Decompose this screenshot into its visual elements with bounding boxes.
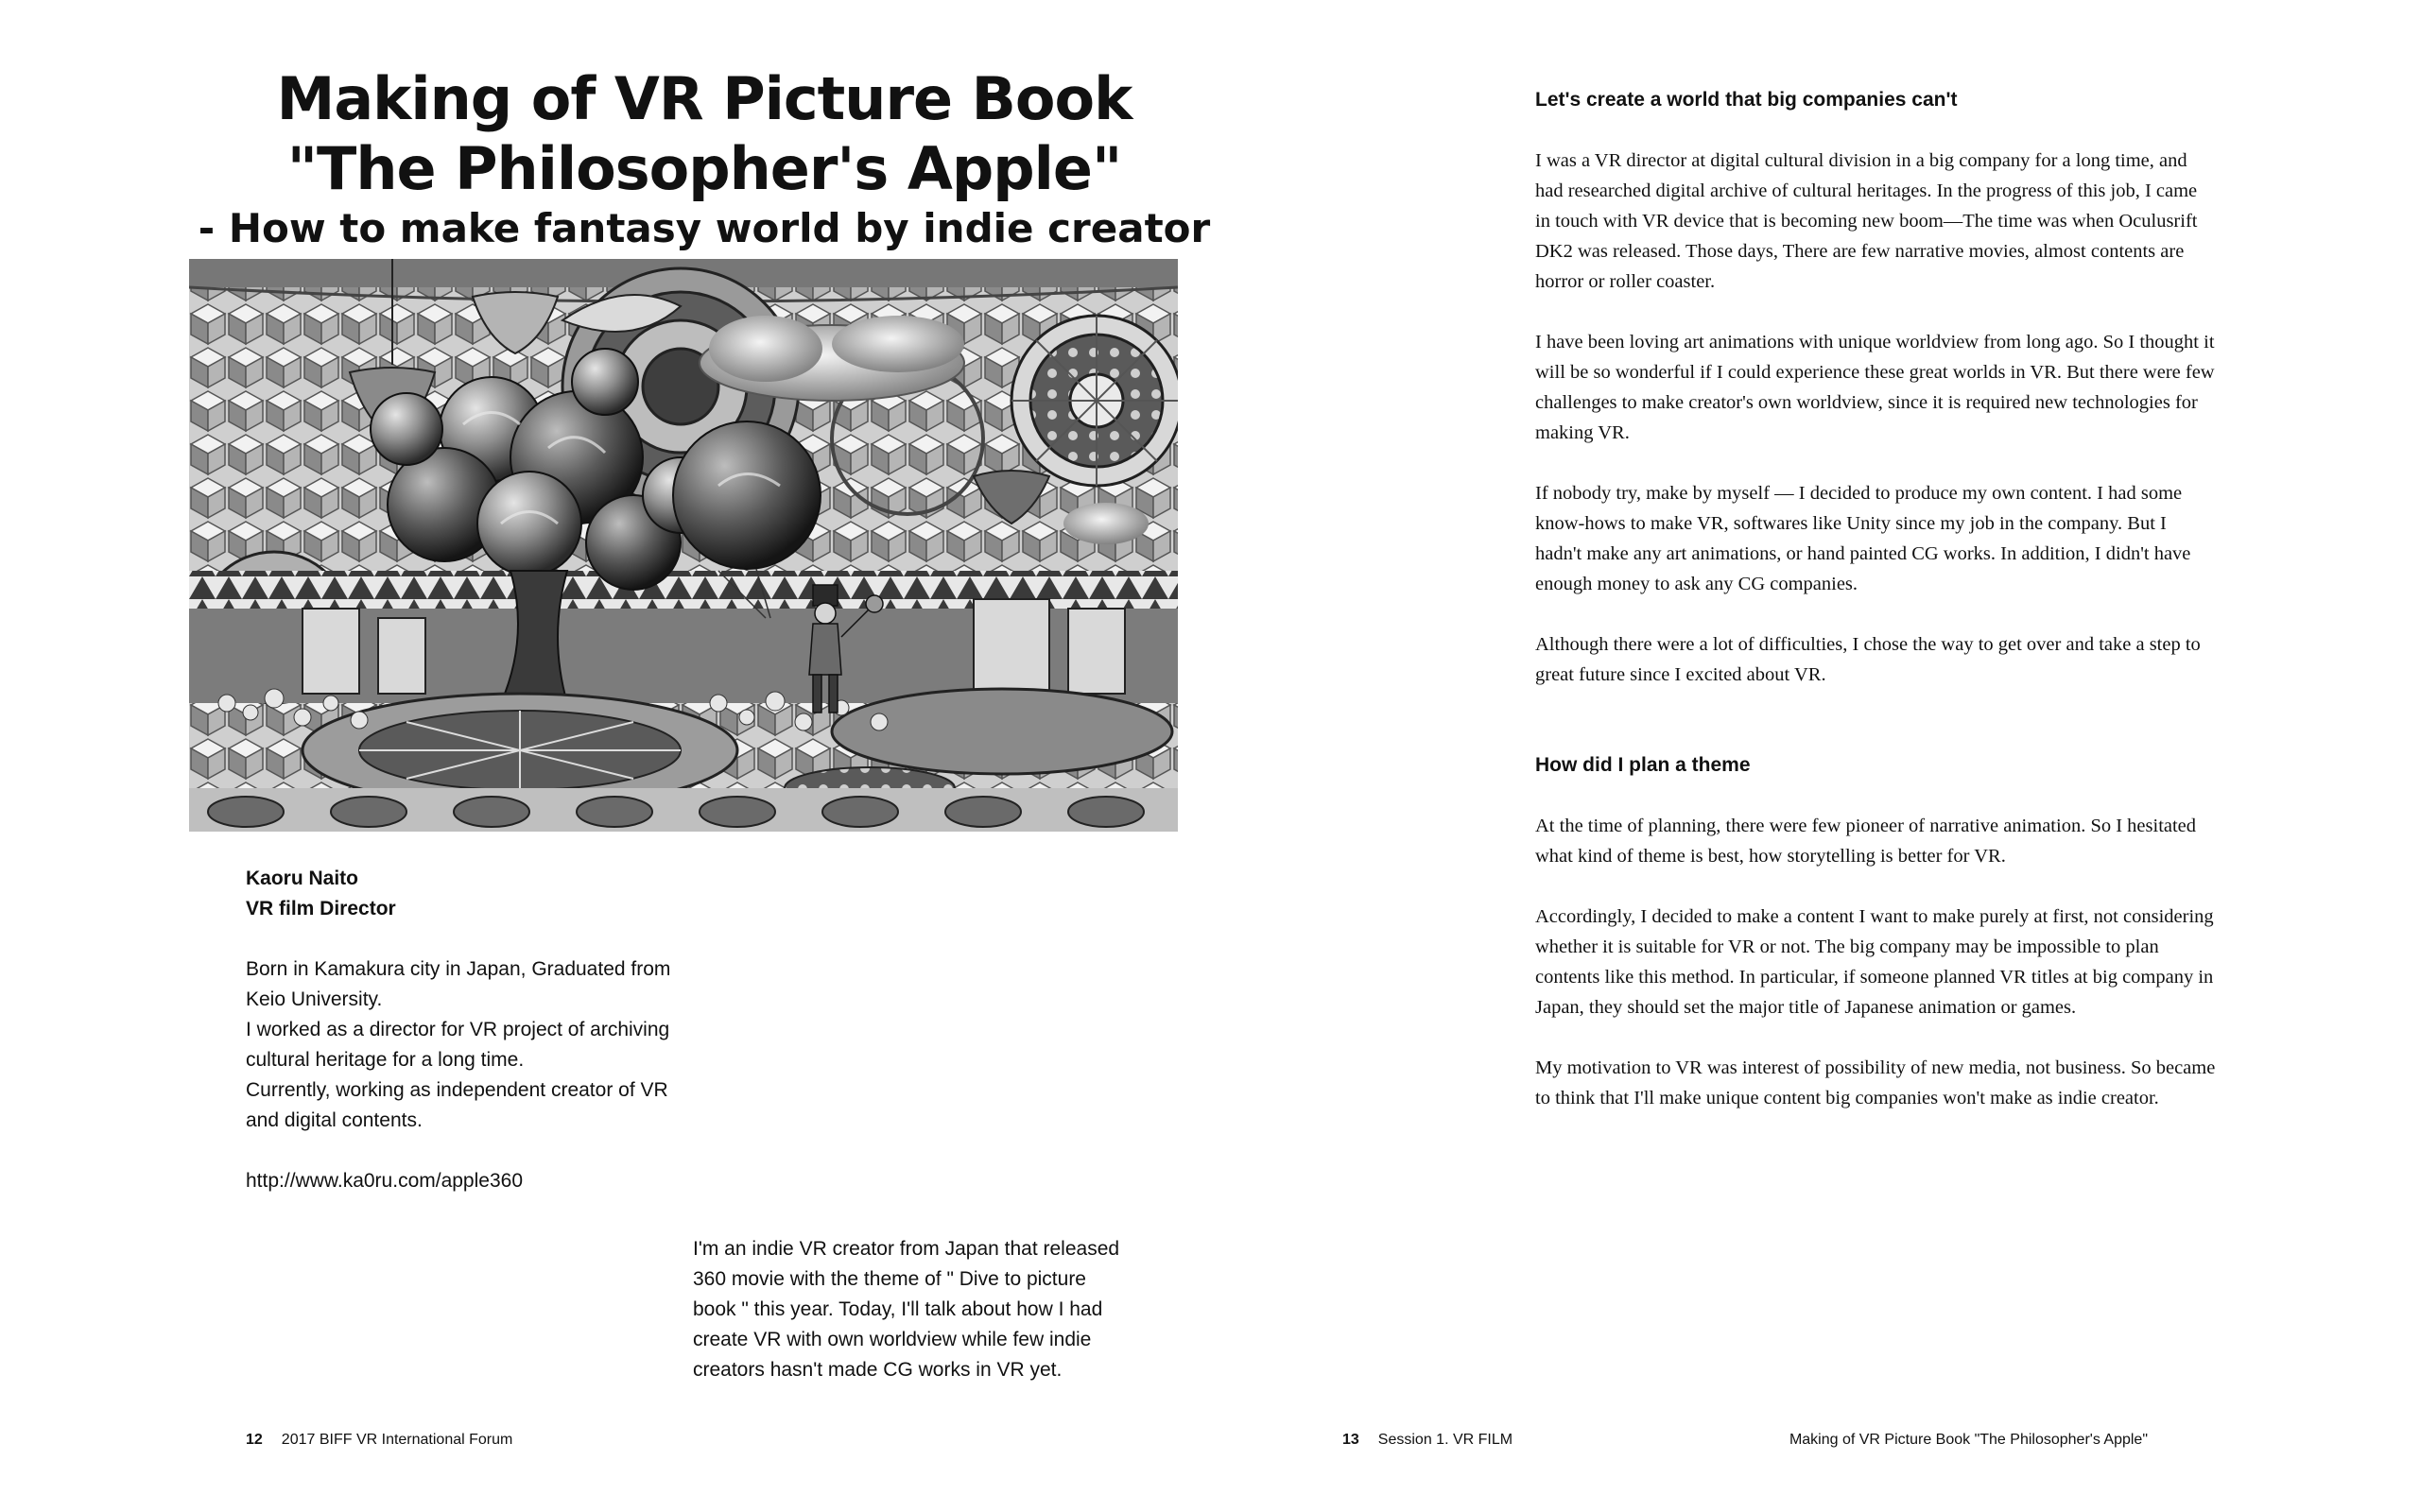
author-profile	[246, 864, 681, 1196]
body-paragraph: Accordingly, I decided to make a content I want to make purely at first, not considering whether it is suitable for VR or not. The big company may be impossible to plan contents like this method. In particular, if someone planned VR titles at big company in Japan, they should set the major title of Japanese animation or games.	[1535, 906, 2214, 1018]
section-heading: Let's create a world that big companies can't	[1535, 89, 1958, 111]
author-name: Kaoru Naito	[246, 868, 359, 889]
bio-line: I worked as a director for VR project of archiving cultural heritage for a long time.	[246, 1019, 670, 1071]
author-website-link[interactable]: http://www.ka0ru.com/apple360	[246, 1170, 523, 1192]
body-paragraph: My motivation to VR was interest of possibility of new media, not business. So became to think that I'll make unique content big companies won't make as indie creator.	[1535, 1057, 2216, 1108]
title-subtitle: - How to make fantasy world by indie creator	[198, 205, 1211, 251]
right-page-footer	[1342, 1431, 1512, 1450]
author-bio	[246, 954, 681, 1136]
intro-paragraph: I'm an indie VR creator from Japan that released 360 movie with the theme of " Dive to picture book " this year. Today, I'll talk about how I had create VR with own worldview while few indie creators hasn't made CG works in VR yet.	[693, 1238, 1120, 1381]
body-paragraph: I was a VR director at digital cultural division in a big company for a long time, and had researched digital archive of cultural heritages. In the progress of this job, I came in touch with VR device that is becoming new boom—The time was when Oculusrift DK2 was released. Those days, There are few narrative movies, almost contents are horror or roller coaster.	[1535, 150, 2198, 292]
body-paragraph: I have been loving art animations with unique worldview from long ago. So I thought it will be so wonderful if I could experience these great worlds in VR. But there were few challenges to make creator's own worldview, since it is required new technologies for making VR.	[1535, 332, 2215, 443]
vr-scene-artwork	[189, 259, 1178, 832]
bio-line: Born in Kamakura city in Japan, Graduated from Keio University.	[246, 958, 671, 1010]
article-body	[1535, 85, 2216, 1113]
publication-name: 2017 BIFF VR International Forum	[281, 1432, 513, 1448]
author-role: VR film Director	[246, 898, 396, 919]
page-number: 13	[1342, 1432, 1359, 1448]
body-paragraph: Although there were a lot of difficulties, I chose the way to get over and take a step to great future since I excited about VR.	[1535, 634, 2201, 685]
title-line-1: Making of VR Picture Book	[276, 64, 1132, 133]
page-number: 12	[246, 1432, 263, 1448]
bio-line: Currently, working as independent creator of VR and digital contents.	[246, 1079, 668, 1131]
body-paragraph: If nobody try, make by myself — I decided to produce my own content. I had some know-hows to make VR, softwares like Unity since my job in the company. But I hadn't make any art animations, or hand painted CG works. In addition, I didn't have enough money to ask any CG companies.	[1535, 483, 2191, 594]
session-name: Session 1. VR FILM	[1377, 1432, 1513, 1448]
hero-illustration	[189, 259, 1178, 832]
body-paragraph: At the time of planning, there were few pioneer of narrative animation. So I hesitated what kind of theme is best, how storytelling is better for VR.	[1535, 816, 2197, 867]
title-line-2: "The Philosopher's Apple"	[286, 134, 1122, 203]
section-heading: How did I plan a theme	[1535, 754, 1751, 776]
running-title: Making of VR Picture Book "The Philosopher's Apple"	[1789, 1432, 2148, 1448]
left-page-footer	[246, 1431, 512, 1450]
